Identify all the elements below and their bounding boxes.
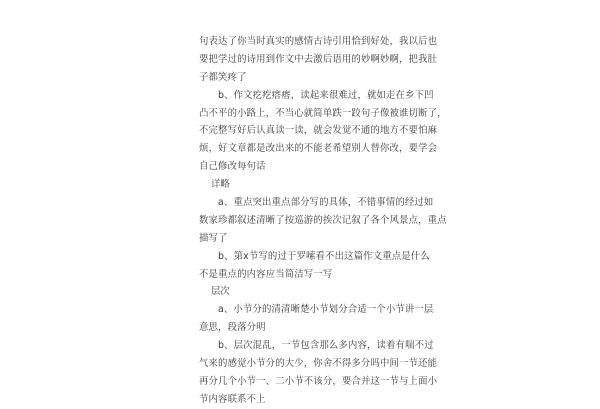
text-line: a、小节分的清清晰楚小节划分合适一个小节讲一层 — [218, 304, 434, 316]
paragraph — [199, 248, 430, 284]
document-body — [199, 33, 447, 409]
paragraph — [199, 33, 438, 87]
section-heading — [199, 283, 411, 301]
paragraph — [199, 87, 447, 176]
heading-text: 层次 — [211, 286, 230, 298]
text-line: 气来的感觉小节分的大少，你舍不得多分吗中间一节还能 — [199, 358, 438, 370]
text-line: 自己修改每句话 — [199, 161, 266, 173]
text-line: a、重点突出重点部分写的具体，不错事情的经过如 — [218, 197, 434, 209]
paragraph — [199, 337, 438, 409]
heading-text: 详略 — [211, 179, 230, 191]
text-line: 节内容联系不上 — [199, 393, 266, 405]
text-line: 凸不平的小路上，不当心就简单跌一跤句子像被谁切断了， — [199, 107, 447, 119]
text-line: b、作文疙疙瘩瘩，读起来很难过，就如走在乡下凹 — [218, 89, 434, 101]
text-line: 不是重点的内容应当简洁写一写 — [199, 268, 333, 280]
text-line: 再分几个小节一、二小节不该分，要合并这一节与上面小 — [199, 375, 438, 387]
text-line: 描写了 — [199, 232, 228, 244]
text-line: b、层次混乱，一节包含那么多内容，读着有喘不过 — [218, 340, 434, 352]
section-heading — [199, 176, 411, 194]
text-line: 句表达了你当时真实的感情古诗引用恰到好处，我以后也 — [199, 36, 438, 47]
text-line: 不完整写好后认真读一读，就会发觉不通的地方不要怕麻 — [199, 125, 438, 137]
paragraph — [199, 194, 447, 248]
paragraph — [199, 301, 434, 337]
text-line: 烦，好文章都是改出来的不能老希望别人替你改，要学会 — [199, 143, 438, 155]
text-line: 要把学过的诗用到作文中去激后语用的妙啊妙啊，把我肚 — [199, 53, 438, 65]
text-line: b、第x节写的过于罗嗦看不出这篇作文重点是什么 — [218, 250, 430, 262]
text-line: 子都笑疼了 — [199, 71, 247, 83]
text-line: 数家珍都叙述清晰了按巡游的挨次记叙了各个风景点，重点 — [199, 214, 447, 226]
text-line: 意思，段落分明 — [199, 322, 266, 334]
